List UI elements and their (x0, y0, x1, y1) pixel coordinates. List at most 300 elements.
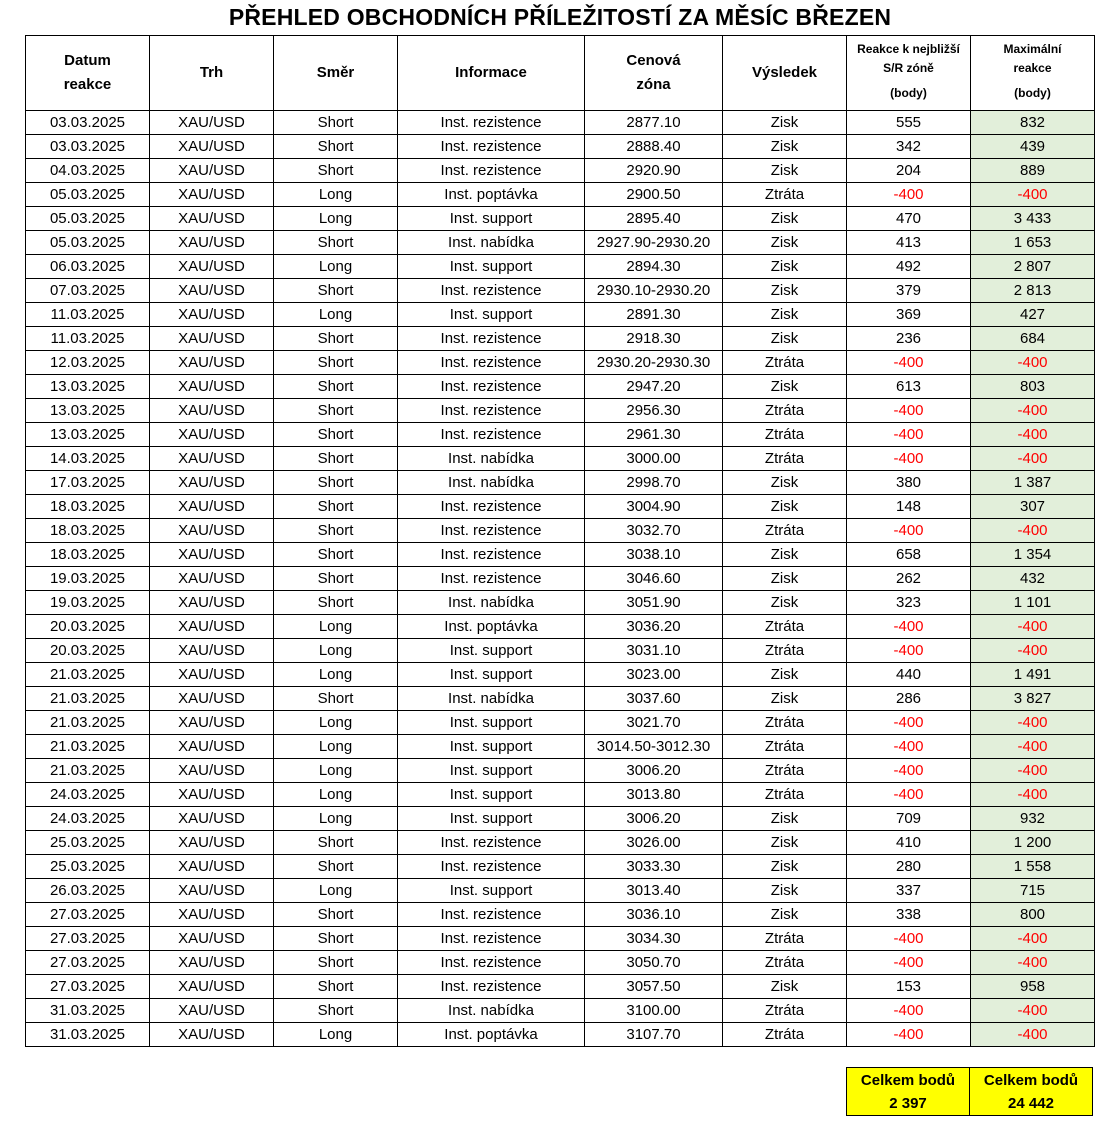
datum-cell: 25.03.2025 (26, 831, 150, 855)
trh-cell: XAU/USD (150, 735, 274, 759)
maximalni-reakce-cell: 832 (971, 111, 1095, 135)
reakce-cell: 286 (847, 687, 971, 711)
trh-cell: XAU/USD (150, 303, 274, 327)
datum-cell: 27.03.2025 (26, 903, 150, 927)
trh-cell: XAU/USD (150, 471, 274, 495)
table-row (26, 159, 1095, 183)
vysledek-cell: Zisk (723, 567, 847, 591)
datum-cell: 12.03.2025 (26, 351, 150, 375)
header-trh: Trh (150, 36, 274, 111)
informace-cell: Inst. support (398, 663, 585, 687)
datum-cell: 27.03.2025 (26, 975, 150, 999)
vysledek-cell: Ztráta (723, 615, 847, 639)
vysledek-cell: Ztráta (723, 711, 847, 735)
maximalni-reakce-cell: -400 (971, 759, 1095, 783)
reakce-cell: -400 (847, 1023, 971, 1047)
informace-cell: Inst. rezistence (398, 855, 585, 879)
trh-cell: XAU/USD (150, 495, 274, 519)
table-row (26, 975, 1095, 999)
header-maximalni-reakce: Maximální reakce (body) (971, 36, 1095, 111)
cenova-zona-cell: 3006.20 (585, 807, 723, 831)
smer-cell: Short (274, 231, 398, 255)
informace-cell: Inst. rezistence (398, 159, 585, 183)
maximalni-reakce-cell: 684 (971, 327, 1095, 351)
reakce-cell: 338 (847, 903, 971, 927)
cenova-zona-cell: 3038.10 (585, 543, 723, 567)
vysledek-cell: Zisk (723, 903, 847, 927)
vysledek-cell: Zisk (723, 231, 847, 255)
vysledek-cell: Ztráta (723, 183, 847, 207)
totals-row (847, 1068, 1093, 1116)
maximalni-reakce-cell: 432 (971, 567, 1095, 591)
table-row (26, 543, 1095, 567)
maximalni-reakce-cell: -400 (971, 399, 1095, 423)
cenova-zona-cell: 3107.70 (585, 1023, 723, 1047)
cenova-zona-cell: 2877.10 (585, 111, 723, 135)
trh-cell: XAU/USD (150, 135, 274, 159)
informace-cell: Inst. support (398, 783, 585, 807)
smer-cell: Short (274, 159, 398, 183)
datum-cell: 21.03.2025 (26, 735, 150, 759)
table-row (26, 303, 1095, 327)
table-row (26, 135, 1095, 159)
smer-cell: Long (274, 711, 398, 735)
trh-cell: XAU/USD (150, 327, 274, 351)
reakce-cell: -400 (847, 711, 971, 735)
total-reakce-value: 2 397 (889, 1094, 927, 1112)
informace-cell: Inst. rezistence (398, 927, 585, 951)
trh-cell: XAU/USD (150, 1023, 274, 1047)
maximalni-reakce-cell: -400 (971, 711, 1095, 735)
maximalni-reakce-cell: 1 558 (971, 855, 1095, 879)
vysledek-cell: Zisk (723, 375, 847, 399)
reakce-cell: -400 (847, 183, 971, 207)
informace-cell: Inst. support (398, 207, 585, 231)
total-reakce-label: Celkem bodů (860, 1071, 956, 1089)
informace-cell: Inst. support (398, 807, 585, 831)
trh-cell: XAU/USD (150, 543, 274, 567)
table-row (26, 399, 1095, 423)
cenova-zona-cell: 2895.40 (585, 207, 723, 231)
vysledek-cell: Zisk (723, 279, 847, 303)
table-row (26, 783, 1095, 807)
vysledek-cell: Zisk (723, 471, 847, 495)
datum-cell: 20.03.2025 (26, 615, 150, 639)
informace-cell: Inst. rezistence (398, 423, 585, 447)
vysledek-cell: Ztráta (723, 999, 847, 1023)
table-row (26, 1023, 1095, 1047)
informace-cell: Inst. rezistence (398, 279, 585, 303)
maximalni-reakce-cell: 1 387 (971, 471, 1095, 495)
maximalni-reakce-cell: 1 354 (971, 543, 1095, 567)
cenova-zona-cell: 3032.70 (585, 519, 723, 543)
maximalni-reakce-cell: -400 (971, 1023, 1095, 1047)
cenova-zona-cell: 2927.90-2930.20 (585, 231, 723, 255)
trh-cell: XAU/USD (150, 111, 274, 135)
trh-cell: XAU/USD (150, 663, 274, 687)
table-row (26, 375, 1095, 399)
maximalni-reakce-cell: 1 491 (971, 663, 1095, 687)
maximalni-reakce-cell: -400 (971, 639, 1095, 663)
informace-cell: Inst. support (398, 639, 585, 663)
smer-cell: Short (274, 399, 398, 423)
trh-cell: XAU/USD (150, 183, 274, 207)
informace-cell: Inst. nabídka (398, 591, 585, 615)
trh-cell: XAU/USD (150, 927, 274, 951)
vysledek-cell: Ztráta (723, 447, 847, 471)
informace-cell: Inst. poptávka (398, 1023, 585, 1047)
smer-cell: Short (274, 687, 398, 711)
cenova-zona-cell: 3100.00 (585, 999, 723, 1023)
cenova-zona-cell: 2961.30 (585, 423, 723, 447)
maximalni-reakce-cell: 1 101 (971, 591, 1095, 615)
smer-cell: Short (274, 471, 398, 495)
reakce-cell: 658 (847, 543, 971, 567)
cenova-zona-cell: 3051.90 (585, 591, 723, 615)
smer-cell: Short (274, 567, 398, 591)
header-row (26, 36, 1095, 111)
vysledek-cell: Zisk (723, 111, 847, 135)
trh-cell: XAU/USD (150, 903, 274, 927)
smer-cell: Short (274, 975, 398, 999)
smer-cell: Short (274, 447, 398, 471)
cenova-zona-cell: 3000.00 (585, 447, 723, 471)
maximalni-reakce-cell: -400 (971, 999, 1095, 1023)
table-row (26, 327, 1095, 351)
datum-cell: 21.03.2025 (26, 711, 150, 735)
informace-cell: Inst. support (398, 759, 585, 783)
reakce-cell: 148 (847, 495, 971, 519)
reakce-cell: 440 (847, 663, 971, 687)
cenova-zona-cell: 2894.30 (585, 255, 723, 279)
total-maximalni-label: Celkem bodů (983, 1071, 1079, 1089)
vysledek-cell: Ztráta (723, 399, 847, 423)
table-row (26, 663, 1095, 687)
maximalni-reakce-cell: -400 (971, 951, 1095, 975)
maximalni-reakce-cell: 889 (971, 159, 1095, 183)
vysledek-cell: Ztráta (723, 759, 847, 783)
vysledek-cell: Zisk (723, 591, 847, 615)
informace-cell: Inst. rezistence (398, 351, 585, 375)
datum-cell: 31.03.2025 (26, 999, 150, 1023)
maximalni-reakce-cell: -400 (971, 783, 1095, 807)
informace-cell: Inst. support (398, 255, 585, 279)
table-row (26, 615, 1095, 639)
datum-cell: 18.03.2025 (26, 543, 150, 567)
table-row (26, 999, 1095, 1023)
reakce-cell: 410 (847, 831, 971, 855)
table-row (26, 687, 1095, 711)
maximalni-reakce-cell: -400 (971, 447, 1095, 471)
trh-cell: XAU/USD (150, 159, 274, 183)
reakce-cell: -400 (847, 447, 971, 471)
cenova-zona-cell: 2900.50 (585, 183, 723, 207)
vysledek-cell: Ztráta (723, 519, 847, 543)
cenova-zona-cell: 3050.70 (585, 951, 723, 975)
maximalni-reakce-cell: -400 (971, 615, 1095, 639)
reakce-cell: 323 (847, 591, 971, 615)
informace-cell: Inst. rezistence (398, 399, 585, 423)
vysledek-cell: Zisk (723, 135, 847, 159)
datum-cell: 21.03.2025 (26, 663, 150, 687)
informace-cell: Inst. rezistence (398, 951, 585, 975)
reakce-cell: -400 (847, 615, 971, 639)
total-maximalni-cell (970, 1068, 1093, 1116)
trh-cell: XAU/USD (150, 999, 274, 1023)
cenova-zona-cell: 2918.30 (585, 327, 723, 351)
smer-cell: Short (274, 495, 398, 519)
reakce-cell: 709 (847, 807, 971, 831)
datum-cell: 05.03.2025 (26, 231, 150, 255)
smer-cell: Long (274, 807, 398, 831)
datum-cell: 14.03.2025 (26, 447, 150, 471)
trh-cell: XAU/USD (150, 879, 274, 903)
smer-cell: Short (274, 279, 398, 303)
vysledek-cell: Zisk (723, 879, 847, 903)
maximalni-reakce-cell: -400 (971, 183, 1095, 207)
informace-cell: Inst. rezistence (398, 543, 585, 567)
datum-cell: 19.03.2025 (26, 567, 150, 591)
datum-cell: 25.03.2025 (26, 855, 150, 879)
opportunities-table (25, 35, 1095, 1047)
trh-cell: XAU/USD (150, 591, 274, 615)
informace-cell: Inst. rezistence (398, 903, 585, 927)
table-row (26, 519, 1095, 543)
table-row (26, 927, 1095, 951)
smer-cell: Long (274, 1023, 398, 1047)
informace-cell: Inst. support (398, 303, 585, 327)
vysledek-cell: Zisk (723, 687, 847, 711)
datum-cell: 13.03.2025 (26, 423, 150, 447)
table-row (26, 423, 1095, 447)
smer-cell: Long (274, 759, 398, 783)
maximalni-reakce-cell: -400 (971, 519, 1095, 543)
trh-cell: XAU/USD (150, 855, 274, 879)
maximalni-reakce-cell: -400 (971, 423, 1095, 447)
vysledek-cell: Zisk (723, 855, 847, 879)
header-cenova-zona: Cenová zóna (585, 36, 723, 111)
informace-cell: Inst. rezistence (398, 135, 585, 159)
table-row (26, 231, 1095, 255)
cenova-zona-cell: 3004.90 (585, 495, 723, 519)
datum-cell: 04.03.2025 (26, 159, 150, 183)
informace-cell: Inst. nabídka (398, 231, 585, 255)
trh-cell: XAU/USD (150, 399, 274, 423)
reakce-cell: 236 (847, 327, 971, 351)
cenova-zona-cell: 2998.70 (585, 471, 723, 495)
trh-cell: XAU/USD (150, 279, 274, 303)
informace-cell: Inst. rezistence (398, 327, 585, 351)
smer-cell: Short (274, 591, 398, 615)
datum-cell: 11.03.2025 (26, 303, 150, 327)
maximalni-reakce-cell: 1 653 (971, 231, 1095, 255)
datum-cell: 27.03.2025 (26, 927, 150, 951)
vysledek-cell: Ztráta (723, 735, 847, 759)
reakce-cell: 413 (847, 231, 971, 255)
cenova-zona-cell: 3036.20 (585, 615, 723, 639)
cenova-zona-cell: 2956.30 (585, 399, 723, 423)
trh-cell: XAU/USD (150, 423, 274, 447)
cenova-zona-cell: 3013.40 (585, 879, 723, 903)
maximalni-reakce-cell: 3 827 (971, 687, 1095, 711)
reakce-cell: 262 (847, 567, 971, 591)
smer-cell: Short (274, 519, 398, 543)
reakce-cell: -400 (847, 519, 971, 543)
reakce-cell: 342 (847, 135, 971, 159)
reakce-cell: -400 (847, 351, 971, 375)
cenova-zona-cell: 2891.30 (585, 303, 723, 327)
maximalni-reakce-cell: 2 813 (971, 279, 1095, 303)
datum-cell: 21.03.2025 (26, 687, 150, 711)
trh-cell: XAU/USD (150, 615, 274, 639)
datum-cell: 03.03.2025 (26, 135, 150, 159)
reakce-cell: -400 (847, 639, 971, 663)
total-reakce-cell (847, 1068, 970, 1116)
informace-cell: Inst. rezistence (398, 831, 585, 855)
datum-cell: 20.03.2025 (26, 639, 150, 663)
datum-cell: 03.03.2025 (26, 111, 150, 135)
header-datum: Datum reakce (26, 36, 150, 111)
informace-cell: Inst. support (398, 711, 585, 735)
header-smer: Směr (274, 36, 398, 111)
informace-cell: Inst. rezistence (398, 975, 585, 999)
smer-cell: Short (274, 903, 398, 927)
smer-cell: Long (274, 207, 398, 231)
trh-cell: XAU/USD (150, 255, 274, 279)
vysledek-cell: Ztráta (723, 783, 847, 807)
smer-cell: Long (274, 183, 398, 207)
trh-cell: XAU/USD (150, 231, 274, 255)
maximalni-reakce-cell: 439 (971, 135, 1095, 159)
table-row (26, 279, 1095, 303)
table-row (26, 471, 1095, 495)
vysledek-cell: Zisk (723, 159, 847, 183)
vysledek-cell: Ztráta (723, 423, 847, 447)
table-row (26, 255, 1095, 279)
reakce-cell: 492 (847, 255, 971, 279)
maximalni-reakce-cell: 932 (971, 807, 1095, 831)
reakce-cell: -400 (847, 399, 971, 423)
informace-cell: Inst. nabídka (398, 687, 585, 711)
trh-cell: XAU/USD (150, 639, 274, 663)
reakce-cell: 204 (847, 159, 971, 183)
maximalni-reakce-cell: 958 (971, 975, 1095, 999)
vysledek-cell: Zisk (723, 327, 847, 351)
maximalni-reakce-cell: 803 (971, 375, 1095, 399)
vysledek-cell: Zisk (723, 975, 847, 999)
trh-cell: XAU/USD (150, 351, 274, 375)
smer-cell: Long (274, 735, 398, 759)
cenova-zona-cell: 3014.50-3012.30 (585, 735, 723, 759)
vysledek-cell: Ztráta (723, 639, 847, 663)
datum-cell: 13.03.2025 (26, 399, 150, 423)
reakce-cell: -400 (847, 759, 971, 783)
table-row (26, 759, 1095, 783)
reakce-cell: 555 (847, 111, 971, 135)
informace-cell: Inst. support (398, 735, 585, 759)
table-row (26, 807, 1095, 831)
cenova-zona-cell: 3046.60 (585, 567, 723, 591)
vysledek-cell: Zisk (723, 663, 847, 687)
table-row (26, 711, 1095, 735)
datum-cell: 21.03.2025 (26, 759, 150, 783)
reakce-cell: 613 (847, 375, 971, 399)
smer-cell: Short (274, 855, 398, 879)
table-row (26, 447, 1095, 471)
reakce-cell: -400 (847, 951, 971, 975)
informace-cell: Inst. nabídka (398, 999, 585, 1023)
datum-cell: 26.03.2025 (26, 879, 150, 903)
cenova-zona-cell: 3013.80 (585, 783, 723, 807)
cenova-zona-cell: 3026.00 (585, 831, 723, 855)
reakce-cell: -400 (847, 423, 971, 447)
cenova-zona-cell: 3034.30 (585, 927, 723, 951)
informace-cell: Inst. rezistence (398, 111, 585, 135)
smer-cell: Long (274, 639, 398, 663)
trh-cell: XAU/USD (150, 207, 274, 231)
reakce-cell: 337 (847, 879, 971, 903)
smer-cell: Long (274, 783, 398, 807)
reakce-cell: 280 (847, 855, 971, 879)
cenova-zona-cell: 3036.10 (585, 903, 723, 927)
datum-cell: 11.03.2025 (26, 327, 150, 351)
cenova-zona-cell: 2930.10-2930.20 (585, 279, 723, 303)
maximalni-reakce-cell: 3 433 (971, 207, 1095, 231)
reakce-cell: 379 (847, 279, 971, 303)
maximalni-reakce-cell: -400 (971, 735, 1095, 759)
datum-cell: 05.03.2025 (26, 183, 150, 207)
table-row (26, 351, 1095, 375)
header-reakce: Reakce k nejbližší S/R zóně (body) (847, 36, 971, 111)
cenova-zona-cell: 2930.20-2930.30 (585, 351, 723, 375)
vysledek-cell: Ztráta (723, 351, 847, 375)
informace-cell: Inst. poptávka (398, 615, 585, 639)
reakce-cell: -400 (847, 735, 971, 759)
reakce-cell: -400 (847, 783, 971, 807)
total-maximalni-value: 24 442 (1008, 1094, 1054, 1112)
vysledek-cell: Ztráta (723, 927, 847, 951)
vysledek-cell: Zisk (723, 543, 847, 567)
reakce-cell: 470 (847, 207, 971, 231)
informace-cell: Inst. nabídka (398, 471, 585, 495)
trh-cell: XAU/USD (150, 711, 274, 735)
trh-cell: XAU/USD (150, 951, 274, 975)
maximalni-reakce-cell: -400 (971, 927, 1095, 951)
vysledek-cell: Ztráta (723, 1023, 847, 1047)
maximalni-reakce-cell: 2 807 (971, 255, 1095, 279)
cenova-zona-cell: 3021.70 (585, 711, 723, 735)
maximalni-reakce-cell: 1 200 (971, 831, 1095, 855)
cenova-zona-cell: 2920.90 (585, 159, 723, 183)
reakce-cell: -400 (847, 999, 971, 1023)
vysledek-cell: Zisk (723, 303, 847, 327)
reakce-cell: 380 (847, 471, 971, 495)
informace-cell: Inst. rezistence (398, 567, 585, 591)
smer-cell: Long (274, 615, 398, 639)
smer-cell: Short (274, 831, 398, 855)
cenova-zona-cell: 3057.50 (585, 975, 723, 999)
trh-cell: XAU/USD (150, 519, 274, 543)
smer-cell: Long (274, 879, 398, 903)
table-row (26, 855, 1095, 879)
datum-cell: 24.03.2025 (26, 807, 150, 831)
trh-cell: XAU/USD (150, 975, 274, 999)
datum-cell: 31.03.2025 (26, 1023, 150, 1047)
header-vysledek: Výsledek (723, 36, 847, 111)
maximalni-reakce-cell: 307 (971, 495, 1095, 519)
maximalni-reakce-cell: 715 (971, 879, 1095, 903)
informace-cell: Inst. rezistence (398, 495, 585, 519)
